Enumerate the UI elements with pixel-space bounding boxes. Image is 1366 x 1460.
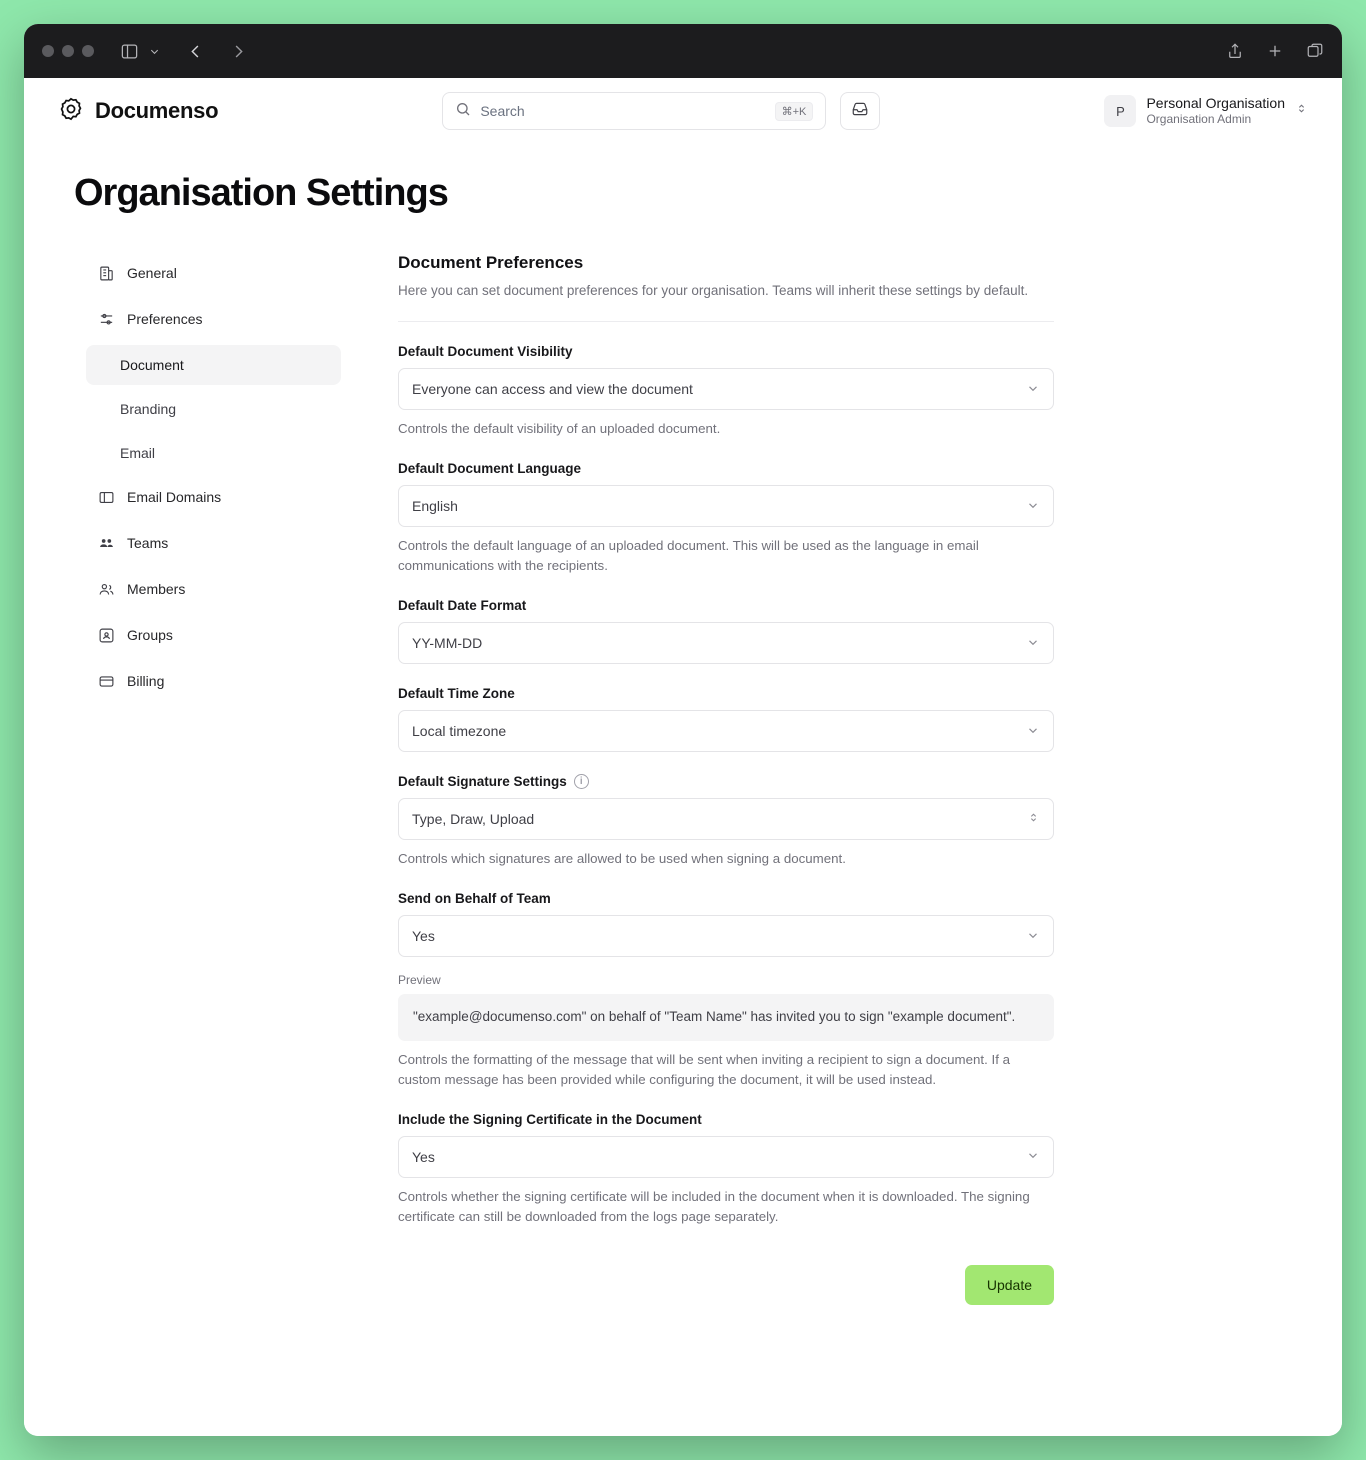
organisation-role: Organisation Admin <box>1146 112 1252 127</box>
info-icon[interactable]: i <box>574 774 589 789</box>
brand-name: Documenso <box>95 98 219 123</box>
section-description: Here you can set document preferences for your organisation. Teams will inherit these settings by default. <box>398 283 1029 298</box>
sidebar-item-preferences[interactable] <box>86 299 364 339</box>
update-button[interactable]: Update <box>965 1265 1054 1305</box>
maximize-window-button[interactable] <box>82 45 94 57</box>
document-preferences-panel <box>364 253 1054 1353</box>
back-icon[interactable] <box>186 42 205 61</box>
sidebar-subitem-label: Branding <box>120 401 177 417</box>
search-input[interactable] <box>442 92 826 130</box>
sidebar-item-label: Groups <box>127 627 173 643</box>
field-label-text: Default Signature Settings <box>398 774 567 790</box>
inbox-button[interactable] <box>840 92 880 130</box>
chevron-down-icon <box>1026 723 1040 740</box>
sidebar-item-members[interactable] <box>86 569 364 609</box>
chevron-down-icon <box>1026 1148 1040 1165</box>
credit-card-icon <box>98 673 115 690</box>
select-value: YY-MM-DD <box>412 635 483 652</box>
sidebar-item-label: Preferences <box>127 311 203 327</box>
teams-icon <box>98 535 115 552</box>
groups-icon <box>98 627 115 644</box>
sliders-icon <box>98 311 115 328</box>
field-label: Include the Signing Certificate in the Document <box>398 1111 702 1127</box>
chevron-down-icon <box>1026 928 1040 945</box>
sidebar-subitem-branding[interactable] <box>86 389 341 429</box>
window-controls[interactable] <box>42 45 94 57</box>
new-tab-icon[interactable] <box>1266 42 1284 60</box>
field-label: Default Date Format <box>398 598 527 614</box>
close-window-button[interactable] <box>42 45 54 57</box>
send-on-behalf-of-team-select[interactable] <box>398 915 1054 957</box>
field-default-signature-settings <box>398 774 1054 869</box>
members-icon <box>98 581 115 598</box>
sidebar-item-email-domains[interactable] <box>86 477 364 517</box>
sidebar-subitem-document[interactable] <box>86 345 341 385</box>
avatar: P <box>1104 95 1136 127</box>
inbox-icon <box>851 100 869 123</box>
app-topbar <box>24 78 1342 144</box>
select-value: Yes <box>412 928 435 944</box>
page-title: Organisation Settings <box>74 172 448 214</box>
default-document-visibility-select[interactable] <box>398 368 1054 410</box>
brand-logo[interactable] <box>58 96 218 127</box>
field-hint: Controls which signatures are allowed to be used when signing a document. <box>398 851 846 867</box>
field-label: Send on Behalf of Team <box>398 891 551 906</box>
sidebar-toggle-icon[interactable] <box>120 42 139 61</box>
field-label: Default Document Visibility <box>398 344 573 360</box>
default-time-zone-select[interactable] <box>398 710 1054 752</box>
select-value: Type, Draw, Upload <box>412 811 535 828</box>
sidebar-item-label: Members <box>127 581 186 597</box>
chevron-down-icon <box>1026 635 1040 652</box>
sidebar-subitem-email[interactable] <box>86 433 341 473</box>
search-placeholder: Search <box>480 103 525 119</box>
field-hint: Controls whether the signing certificate will be included in the document when it is downloaded. The signing certificate can still be downloaded from the logs page separately. <box>398 1188 1030 1224</box>
sidebar-item-general[interactable] <box>86 253 364 293</box>
divider <box>398 321 1054 322</box>
default-date-format-select[interactable] <box>398 622 1054 664</box>
sidebar-item-teams[interactable] <box>86 523 364 563</box>
minimize-window-button[interactable] <box>62 45 74 57</box>
select-value: Yes <box>412 1148 435 1165</box>
section-title: Document Preferences <box>398 253 584 272</box>
mail-domain-icon <box>98 489 115 506</box>
default-document-language-select[interactable] <box>398 485 1054 527</box>
chevron-updown-icon <box>1295 102 1308 120</box>
app-viewport <box>24 78 1342 1436</box>
share-icon[interactable] <box>1226 42 1244 60</box>
sidebar-item-label: General <box>127 265 177 281</box>
sidebar-item-label: Billing <box>127 673 165 689</box>
browser-titlebar <box>24 24 1342 78</box>
search-shortcut-badge: ⌘+K <box>775 102 814 121</box>
chevron-down-icon[interactable] <box>149 46 160 57</box>
field-send-on-behalf-of-team <box>398 891 1054 1090</box>
field-default-date-format <box>398 598 1054 664</box>
field-include-signing-certificate <box>398 1112 1054 1227</box>
tab-overview-icon[interactable] <box>1306 42 1324 60</box>
sidebar-item-groups[interactable] <box>86 615 364 655</box>
building-icon <box>98 265 115 282</box>
sidebar-item-label: Email Domains <box>127 489 222 505</box>
organisation-name: Personal Organisation <box>1146 94 1285 111</box>
select-value: English <box>412 498 458 515</box>
field-hint: Controls the formatting of the message that will be sent when inviting a recipient to sign a document. If a custom message has been provided while configuring the document, it will be used instead. <box>398 1051 1010 1087</box>
search-icon <box>455 101 471 122</box>
browser-window <box>24 24 1342 1436</box>
default-signature-settings-select[interactable] <box>398 798 1054 840</box>
select-value: Everyone can access and view the document <box>412 381 693 398</box>
field-hint: Controls the default visibility of an uploaded document. <box>398 421 721 437</box>
chevron-down-icon <box>1026 381 1040 398</box>
preview-message: "example@documenso.com" on behalf of "Team Name" has invited you to sign "example document". <box>398 994 1054 1041</box>
field-label <box>398 774 1054 789</box>
select-value: Local timezone <box>412 723 507 740</box>
field-hint: Controls the default language of an uploaded document. This will be used as the language in email communications with the recipients. <box>398 538 979 574</box>
field-default-document-visibility <box>398 344 1054 439</box>
preview-label: Preview <box>398 973 441 987</box>
chevron-updown-icon <box>1027 811 1040 827</box>
chevron-down-icon <box>1026 498 1040 515</box>
sidebar-subitem-label: Email <box>120 445 156 461</box>
sidebar-subitem-label: Document <box>120 357 184 373</box>
field-label: Default Document Language <box>398 461 582 477</box>
forward-icon[interactable] <box>229 42 248 61</box>
field-default-document-language <box>398 461 1054 576</box>
field-default-time-zone <box>398 686 1054 752</box>
include-signing-certificate-select[interactable] <box>398 1136 1054 1178</box>
sidebar-item-billing[interactable] <box>86 661 364 701</box>
sidebar-item-label: Teams <box>127 535 169 551</box>
settings-sidebar <box>74 253 364 1353</box>
organisation-switcher[interactable] <box>1104 95 1308 128</box>
documenso-logo-icon <box>58 96 84 127</box>
field-label: Default Time Zone <box>398 686 515 702</box>
